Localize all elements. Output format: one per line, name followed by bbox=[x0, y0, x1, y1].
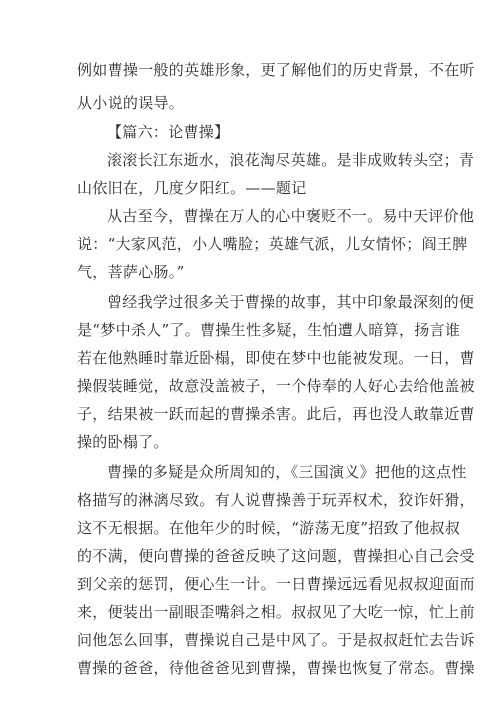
text-line-21: 问他怎么回事，曹操说自己是中风了。于是叔叔赶忙去告诉 bbox=[77, 631, 475, 649]
text-line-19: 到父亲的惩罚，便心生一计。一日曹操远远看见叔叔迎面而 bbox=[77, 575, 475, 593]
text-line-13: 子，结果被一跃而起的曹操杀害。此后，再也没人敢靠近曹 bbox=[77, 405, 475, 423]
text-line-22: 曹操的爸爸，待他爸爸见到曹操，曹操也恢复了常态。曹操 bbox=[77, 659, 475, 677]
text-line-14: 操的卧榻了。 bbox=[77, 433, 169, 451]
text-line-20: 来，便装出一副眼歪嘴斜之相。叔叔见了大吃一惊，忙上前 bbox=[77, 603, 475, 621]
text-line-5: 山依旧在，几度夕阳红。——题记 bbox=[77, 179, 307, 197]
section-heading: 【篇六：论曹操】 bbox=[107, 123, 230, 141]
text-line-10: 是“梦中杀人”了。曹操生性多疑，生怕遭人暗算，扬言谁 bbox=[77, 321, 461, 339]
text-line-7: 说：“大家风范，小人嘴脸；英雄气派，儿女情怀；阎王脾 bbox=[77, 235, 468, 253]
text-line-2: 从小说的误导。 bbox=[77, 94, 185, 112]
text-line-9: 曾经我学过很多关于曹操的故事，其中印象最深刻的便 bbox=[107, 293, 475, 311]
text-line-15: 曹操的多疑是众所周知的，《三国演义》把他的这点性 bbox=[107, 463, 467, 481]
text-line-17: 这不无根据。在他年少的时候，“游荡无度”招致了他叔叔 bbox=[77, 519, 461, 537]
text-line-4: 滚滚长江东逝水，浪花淘尽英雄。是非成败转头空；青 bbox=[107, 151, 475, 169]
text-line-11: 若在他熟睡时靠近卧榻，即使在梦中也能被发现。一日，曹 bbox=[77, 349, 475, 367]
text-line-12: 操假装睡觉，故意没盖被子，一个侍奉的人好心去给他盖被 bbox=[77, 377, 475, 395]
text-line-6: 从古至今，曹操在万人的心中褒贬不一。易中天评价他 bbox=[107, 207, 475, 225]
text-line-8: 气，菩萨心肠。” bbox=[77, 263, 185, 281]
text-line-18: 的不满，便向曹操的爸爸反映了这问题，曹操担心自己会受 bbox=[77, 547, 475, 565]
text-line-16: 格描写的淋漓尽致。有人说曹操善于玩弄权术，狡诈奸猾， bbox=[77, 491, 475, 509]
text-line-1: 例如曹操一般的英雄形象，更了解他们的历史背景，不在听 bbox=[77, 61, 475, 79]
